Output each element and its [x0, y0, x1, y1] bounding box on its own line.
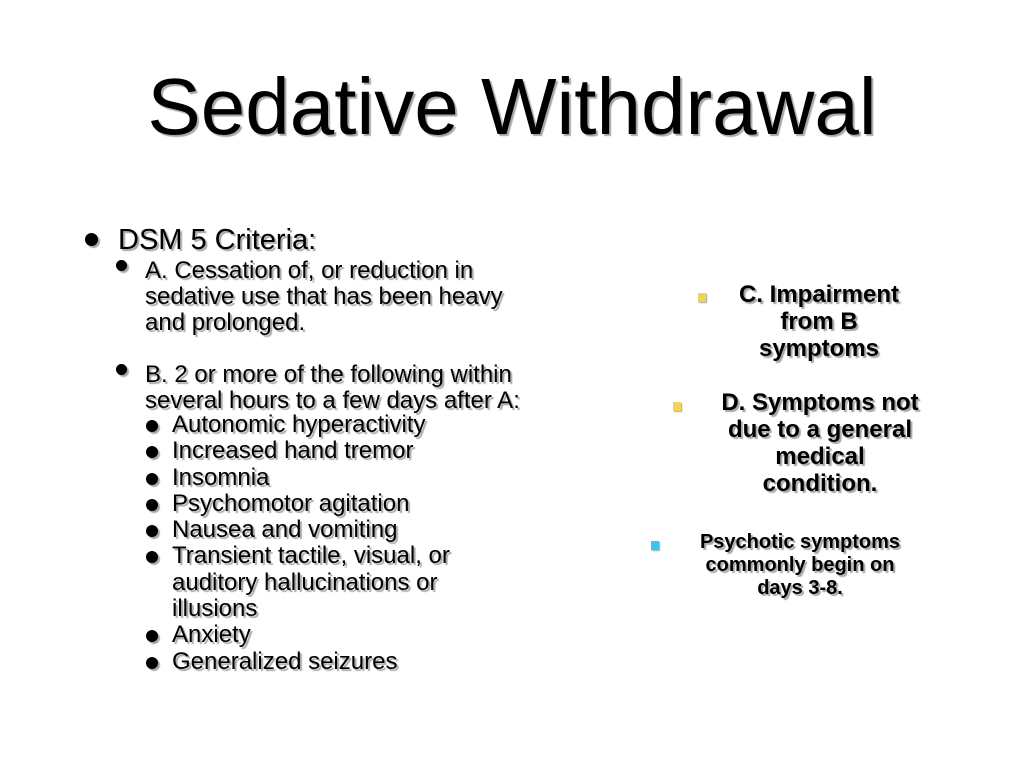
square-bullet-icon [651, 541, 659, 550]
criterion-a [145, 258, 575, 336]
bullet-dot-icon [116, 364, 127, 375]
criterion-a-line: and prolonged. [145, 309, 306, 336]
list-item-label: Autonomic hyperactivity [172, 411, 426, 438]
bullet-dot-icon [146, 420, 158, 432]
criterion-d-line: D. Symptoms not [721, 389, 919, 416]
list-item [172, 491, 450, 517]
slide-title: Sedative Withdrawal [147, 62, 877, 151]
criterion-c-line: symptoms [758, 335, 880, 362]
list-item [172, 465, 450, 491]
criterion-c-line: C. Impairment [738, 281, 900, 308]
criterion-c [708, 281, 930, 362]
list-item-label: Transient tactile, visual, or [172, 542, 450, 570]
note-line: days 3-8. [757, 577, 843, 599]
criterion-b [145, 362, 575, 414]
bullet-dot-icon [146, 657, 158, 669]
note-line: commonly begin on [705, 554, 895, 576]
criterion-c-line: from B [780, 308, 858, 335]
criterion-b-symptom-list [172, 412, 450, 675]
criterion-a-line: sedative use that has been heavy [145, 283, 503, 310]
criterion-d [690, 389, 950, 497]
criterion-b-line: several hours to a few days after A: [145, 387, 520, 414]
bullet-dot-icon [146, 473, 158, 485]
list-item-label: Increased hand tremor [172, 437, 414, 465]
list-item-label: Generalized seizures [172, 647, 398, 675]
list-item [172, 649, 450, 675]
list-item-label: Anxiety [172, 621, 251, 649]
criterion-d-line: due to a general [727, 416, 913, 443]
bullet-dot-icon [146, 446, 158, 458]
list-item-continuation: illusions [172, 595, 258, 623]
criterion-a-line: A. Cessation of, or reduction in [145, 257, 474, 284]
list-item-continuation: auditory hallucinations or [172, 568, 438, 596]
criteria-heading: DSM 5 Criteria: [118, 224, 317, 256]
criterion-d-line: condition. [762, 470, 878, 497]
list-item [172, 517, 450, 543]
bullet-dot-icon [85, 233, 98, 246]
psychotic-symptoms-note [669, 531, 931, 600]
bullet-dot-icon [116, 260, 127, 271]
bullet-dot-icon [146, 525, 158, 537]
square-bullet-icon [673, 402, 681, 411]
bullet-dot-icon [146, 499, 158, 511]
bullet-dot-icon [146, 551, 158, 563]
criterion-d-line: medical [775, 443, 865, 470]
criterion-b-line: B. 2 or more of the following within [145, 361, 512, 388]
list-item-label: Psychomotor agitation [172, 489, 410, 517]
list-item [172, 412, 450, 438]
list-item-label: Nausea and vomiting [172, 516, 398, 544]
list-item [172, 622, 450, 648]
list-item [172, 543, 450, 622]
square-bullet-icon [698, 293, 706, 302]
list-item-label: Insomnia [172, 463, 270, 491]
bullet-dot-icon [146, 630, 158, 642]
list-item [172, 438, 450, 464]
note-line: Psychotic symptoms [699, 531, 901, 553]
